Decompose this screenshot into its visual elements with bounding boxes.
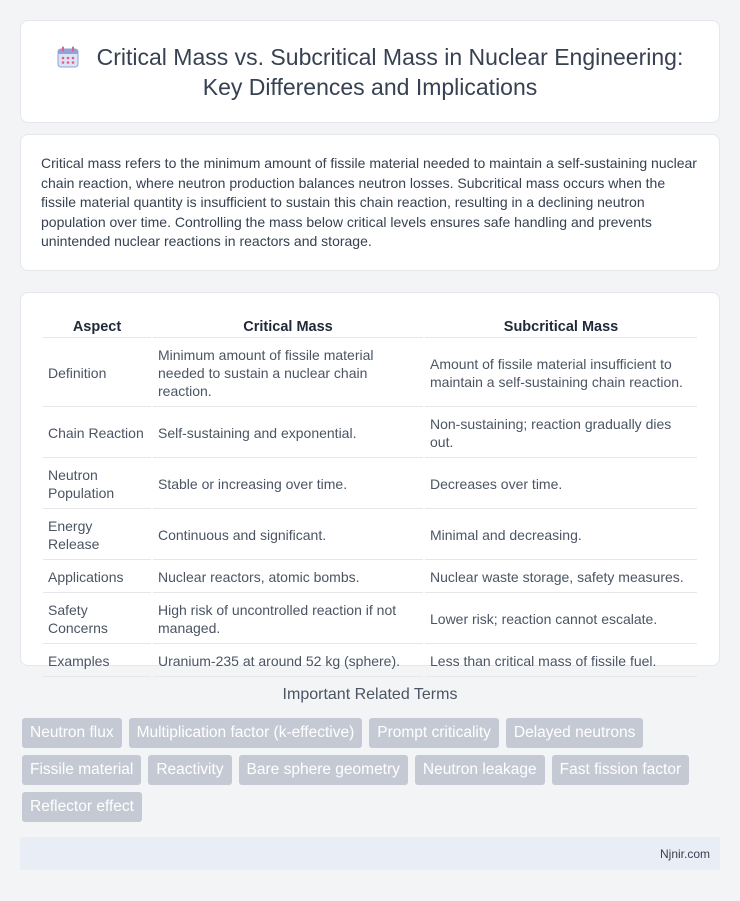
related-terms-title: Important Related Terms (282, 686, 458, 703)
term-tag[interactable]: Fissile material (22, 755, 141, 785)
calendar-icon (57, 45, 79, 67)
table-row (43, 511, 697, 560)
comparison-table (41, 313, 699, 679)
table-row (43, 562, 697, 593)
term-tag[interactable]: Bare sphere geometry (239, 755, 408, 785)
table-row (43, 409, 697, 458)
table-row (43, 460, 697, 509)
header-subcritical-mass: Subcritical Mass (425, 315, 697, 338)
title-card (20, 20, 720, 123)
header-aspect: Aspect (43, 315, 151, 338)
footer (20, 837, 720, 870)
term-tag[interactable]: Multiplication factor (k-effective) (129, 718, 363, 748)
row-critical: High risk of uncontrolled reaction if not managed. (153, 595, 423, 644)
header-critical-mass: Critical Mass (153, 315, 423, 338)
term-tag[interactable]: Neutron leakage (415, 755, 545, 785)
row-subcritical: Nuclear waste storage, safety measures. (425, 562, 697, 593)
table-row (43, 595, 697, 644)
row-critical: Nuclear reactors, atomic bombs. (153, 562, 423, 593)
row-subcritical: Less than critical mass of fissile fuel. (425, 646, 697, 677)
row-subcritical: Non-sustaining; reaction gradually dies out. (425, 409, 697, 458)
row-aspect: Energy Release (43, 511, 151, 560)
table-row (43, 646, 697, 677)
term-tag[interactable]: Fast fission factor (552, 755, 689, 785)
term-tag[interactable]: Prompt criticality (369, 718, 499, 748)
term-tag[interactable]: Reactivity (148, 755, 231, 785)
page-title: Critical Mass vs. Subcritical Mass in Nuclear Engineering: Key Differences and Implications (96, 43, 684, 100)
row-subcritical: Amount of fissile material insufficient to maintain a self-sustaining chain reaction. (425, 340, 697, 407)
row-critical: Self-sustaining and exponential. (153, 409, 423, 458)
intro-text: Critical mass refers to the minimum amount of fissile material needed to maintain a self-sustaining nuclear chain reaction, where neutron production balances neutron losses. Subcritical mass occurs when the fissile material quantity is insufficient to sustain this chain reaction, resulting in a declining neutron population over time. Controlling the mass below critical levels ensures safe handling and prevents unintended nuclear reactions in reactors and storage. (41, 155, 697, 250)
term-tag[interactable]: Neutron flux (22, 718, 122, 748)
row-aspect: Definition (43, 340, 151, 407)
row-subcritical: Minimal and decreasing. (425, 511, 697, 560)
row-aspect: Applications (43, 562, 151, 593)
intro-card (20, 134, 720, 271)
row-aspect: Safety Concerns (43, 595, 151, 644)
row-critical: Minimum amount of fissile material needed to sustain a nuclear chain reaction. (153, 340, 423, 407)
row-subcritical: Lower risk; reaction cannot escalate. (425, 595, 697, 644)
row-critical: Continuous and significant. (153, 511, 423, 560)
footer-site[interactable]: Njnir.com (659, 847, 710, 861)
table-header-row (43, 315, 697, 338)
row-critical: Stable or increasing over time. (153, 460, 423, 509)
row-aspect: Examples (43, 646, 151, 677)
related-terms-list (22, 718, 722, 822)
row-critical: Uranium-235 at around 52 kg (sphere). (153, 646, 423, 677)
term-tag[interactable]: Reflector effect (22, 792, 142, 822)
comparison-table-card (20, 292, 720, 669)
page-title-wrap (45, 42, 695, 102)
term-tag[interactable]: Delayed neutrons (506, 718, 644, 748)
row-subcritical: Decreases over time. (425, 460, 697, 509)
row-aspect: Chain Reaction (43, 409, 151, 458)
row-aspect: Neutron Population (43, 460, 151, 509)
table-row (43, 340, 697, 407)
